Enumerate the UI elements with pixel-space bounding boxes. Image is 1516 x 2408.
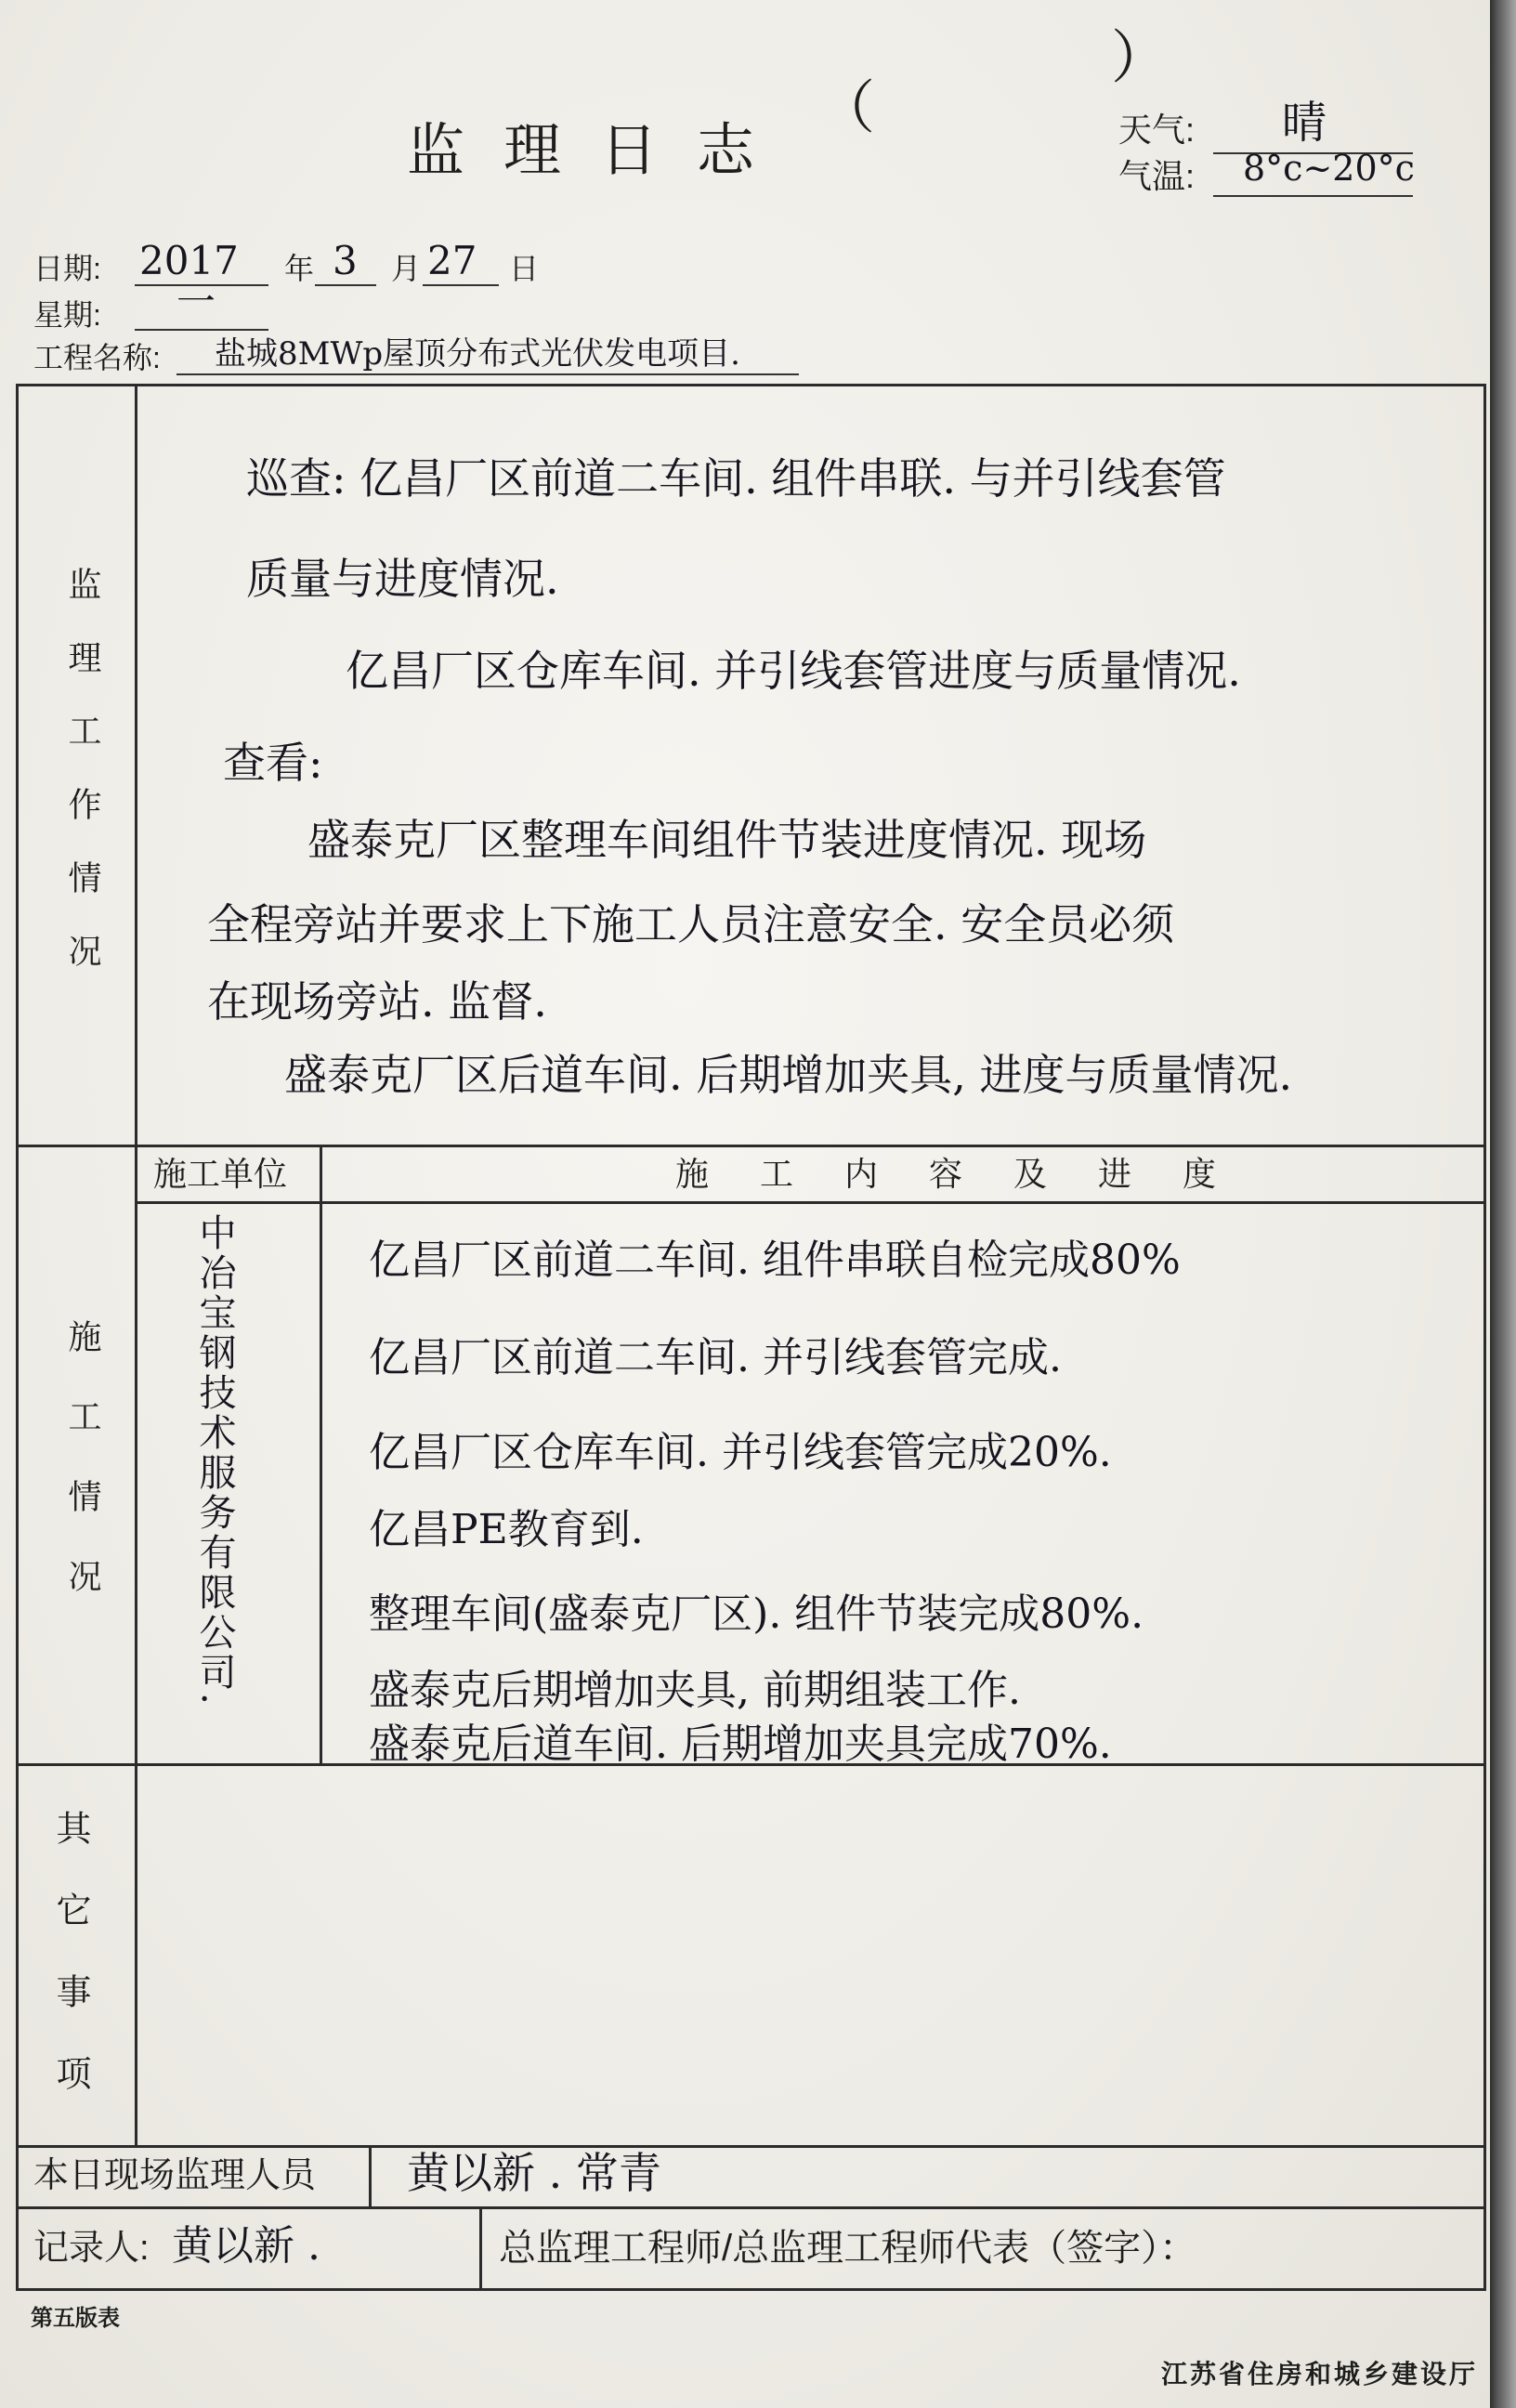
temperature-underline [1213,195,1413,197]
label-column-divider [135,384,137,2145]
title-close-paren: ） [1111,26,1170,90]
construction-section-label: 施工情况 [64,1319,102,1639]
table-border-bottom [16,2288,1486,2291]
construction-line: 亿昌厂区仓库车间. 并引线套管完成20%. [369,1429,1112,1476]
date-year: 2017 [139,238,239,283]
construction-line: 亿昌厂区前道二车间. 并引线套管完成. [369,1334,1062,1381]
day-unit: 日 [509,252,540,285]
supervision-line: 质量与进度情况. [246,554,559,604]
month-unit: 月 [391,252,422,285]
title-open-paren: （ [817,76,876,140]
construction-line: 盛泰克后道车间. 后期增加夹具完成70%. [369,1721,1112,1768]
recorder-divider [479,2206,482,2288]
weekday-underline [135,329,268,331]
form-version: 第五版表 [31,2306,120,2331]
table-border-right [1483,384,1486,2291]
year-unit: 年 [284,252,315,285]
temperature-label: 气温: [1118,157,1196,195]
section-divider-other [16,2145,1486,2148]
supervision-line: 在现场旁站. 监督. [207,976,547,1027]
weather-label: 天气: [1118,111,1196,149]
project-name: 盐城8MWp屋顶分布式光伏发电项目. [215,335,740,373]
staff-label: 本日现场监理人员 [33,2156,317,2195]
supervision-line: 巡查: 亿昌厂区前道二车间. 组件串联. 与并引线套管 [246,453,1226,504]
day-underline [423,284,499,286]
supervision-line: 盛泰克厂区整理车间组件节装进度情况. 现场 [307,815,1147,865]
construction-unit-name: 中冶宝钢技术服务有限公司. [193,1213,236,1708]
supervision-line: 全程旁站并要求上下施工人员注意安全. 安全员必须 [207,899,1175,949]
supervision-line: 查看: [223,738,323,788]
recorder-signature: 黄以新 . [172,2222,320,2270]
weekday-value: 一 [176,279,216,324]
construction-header-divider [135,1201,1486,1204]
chief-engineer-signature-label: 总监理工程师/总监理工程师代表（签字）： [499,2228,1197,2269]
unit-column-divider [320,1145,322,1763]
construction-line: 盛泰克后期增加夹具, 前期组装工作. [369,1667,1021,1714]
project-label: 工程名称: [33,341,161,374]
construction-line: 整理车间(盛泰克厂区). 组件节装完成80%. [369,1590,1144,1638]
supervision-line: 亿昌厂区仓库车间. 并引线套管进度与质量情况. [346,646,1241,696]
table-border-left [16,384,19,2291]
construction-line: 亿昌PE教育到. [369,1506,644,1553]
issuer: 江苏省住房和城乡建设厅 [1161,2360,1479,2388]
unit-column-header: 施工单位 [153,1155,288,1193]
table-border-top [16,384,1486,386]
date-day: 27 [427,238,477,283]
staff-signatures: 黄以新 . 常青 [407,2148,661,2198]
page-title: 监理日志 [407,119,794,183]
content-column-header: 施工内容及进度 [675,1155,1268,1193]
supervision-line: 盛泰克厂区后道车间. 后期增加夹具, 进度与质量情况. [284,1050,1293,1100]
recorder-label: 记录人: [33,2229,150,2268]
other-section-label: 其它事项 [50,1810,89,2137]
weekday-label: 星期: [33,298,101,332]
construction-line: 亿昌厂区前道二车间. 组件串联自检完成80% [369,1237,1181,1284]
supervision-section-label: 监理工作情况 [64,567,102,1007]
date-label: 日期: [33,252,101,285]
staff-label-divider [369,2145,372,2206]
binding-edge [1490,0,1516,2408]
date-month: 3 [333,238,358,283]
section-divider-supervision [16,1145,1486,1147]
project-underline [176,373,799,375]
month-underline [315,284,376,286]
temperature-value: 8°c~20°c [1243,148,1415,189]
weather-value: 晴 [1282,97,1327,149]
staff-row-divider [16,2206,1486,2209]
